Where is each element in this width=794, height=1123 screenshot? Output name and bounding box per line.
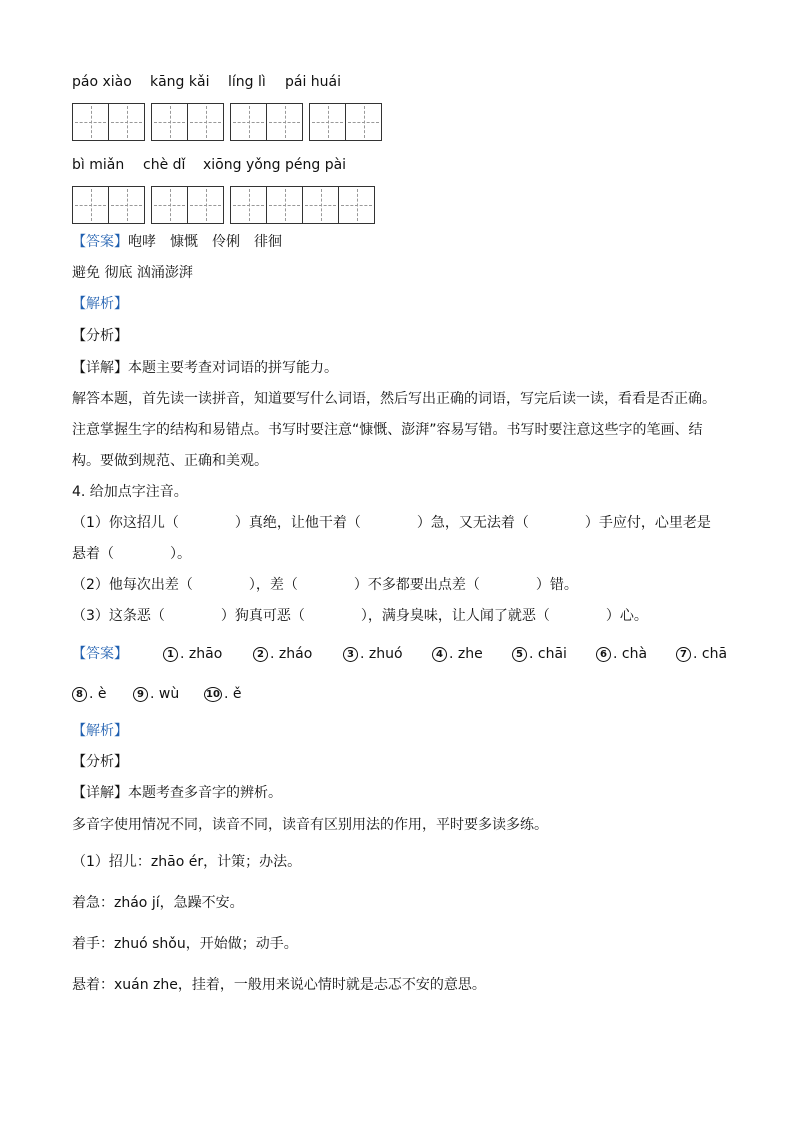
- q4-detail-line: [72, 783, 282, 803]
- writing-box-word[interactable]: [309, 103, 381, 141]
- q4-title: 4. 给加点字注音。: [72, 484, 188, 500]
- writing-grid-row-1: [72, 103, 388, 141]
- detail-label: 【详解】: [72, 785, 128, 801]
- answer-item: 10 . ě: [204, 684, 242, 704]
- q4-answer-label: 【答案】: [72, 646, 128, 662]
- detail-line: [72, 358, 338, 378]
- answer-item: 3 . zhuó: [343, 644, 403, 664]
- writing-grid-row-2: [72, 186, 381, 224]
- pinyin-7: xiōng yǒng péng pài: [203, 157, 347, 173]
- q4-note-4: 悬着：xuán zhe，挂着，一般用来说心情时就是忐忑不安的意思。: [72, 977, 486, 993]
- answer-item: 5 . chāi: [512, 644, 567, 664]
- q3-para-1: 解答本题，首先读一读拼音，知道要写什么词语，然后写出正确的词语，写完后读一读，看看是否正确。: [72, 391, 716, 407]
- writing-box-word[interactable]: [151, 186, 223, 224]
- q4-note-1: （1）招儿：zhāo ér，计策；办法。: [72, 854, 302, 870]
- answer-label: 【答案】: [72, 234, 128, 250]
- pinyin-1: páo xiào: [72, 74, 132, 90]
- q3-para-2b: 构。要做到规范、正确和美观。: [72, 453, 268, 469]
- pinyin-5: bì miǎn: [72, 157, 125, 173]
- detail-text: 本题考查多音字的辨析。: [128, 785, 282, 801]
- answer-line-1: [72, 232, 282, 252]
- q3-para-2a: 注意掌握生字的结构和易错点。书写时要注意“慷慨、澎湃”容易写错。书写时要注意这些字的笔画、结: [72, 422, 703, 438]
- answer-item: 6 . chà: [596, 644, 647, 664]
- answer-item: 9 . wù: [133, 684, 179, 704]
- q4-item-3: （3）这条恶（ ）狗真可恶（ ），满身臭味，让人闻了就恶（ ）心。: [72, 608, 648, 624]
- writing-box-word[interactable]: [72, 103, 144, 141]
- answer-line-2: 避免 彻底 汹涌澎湃: [72, 265, 193, 281]
- pinyin-6: chè dǐ: [143, 157, 186, 173]
- fenxi-label: 【分析】: [72, 328, 128, 344]
- writing-box-word[interactable]: [72, 186, 144, 224]
- detail-text: 本题主要考查对词语的拼写能力。: [128, 360, 338, 376]
- q4-jiexi-label: 【解析】: [72, 723, 128, 739]
- answer-item: 2 . zháo: [253, 644, 312, 664]
- q4-note-3: 着手：zhuó shǒu，开始做；动手。: [72, 936, 298, 952]
- pinyin-2: kāng kǎi: [150, 74, 210, 90]
- writing-box-word[interactable]: [230, 103, 302, 141]
- pinyin-4: pái huái: [285, 74, 342, 90]
- jiexi-label: 【解析】: [72, 296, 128, 312]
- detail-label: 【详解】: [72, 360, 128, 376]
- answer-item: 4 . zhe: [432, 644, 483, 664]
- writing-box-word[interactable]: [151, 103, 223, 141]
- q4-item-1a: （1）你这招儿（ ）真绝，让他干着（ ）急，又无法着（ ）手应付，心里老是: [72, 515, 711, 531]
- answer-text: 咆哮 慷慨 伶俐 徘徊: [128, 234, 282, 250]
- q4-item-1b: 悬着（ ）。: [72, 546, 191, 562]
- q4-fenxi-label: 【分析】: [72, 754, 128, 770]
- q4-para-1: 多音字使用情况不同，读音不同，读音有区别用法的作用，平时要多读多练。: [72, 817, 548, 833]
- writing-box-word[interactable]: [230, 186, 374, 224]
- answer-item: 1 . zhāo: [163, 644, 222, 664]
- q4-item-2: （2）他每次出差（ ），差（ ）不多都要出点差（ ）错。: [72, 577, 578, 593]
- q4-note-2: 着急：zháo jí，急躁不安。: [72, 895, 244, 911]
- answer-item: 8 . è: [72, 684, 107, 704]
- pinyin-3: líng lì: [228, 74, 266, 90]
- answer-item: 7 . chā: [676, 644, 727, 664]
